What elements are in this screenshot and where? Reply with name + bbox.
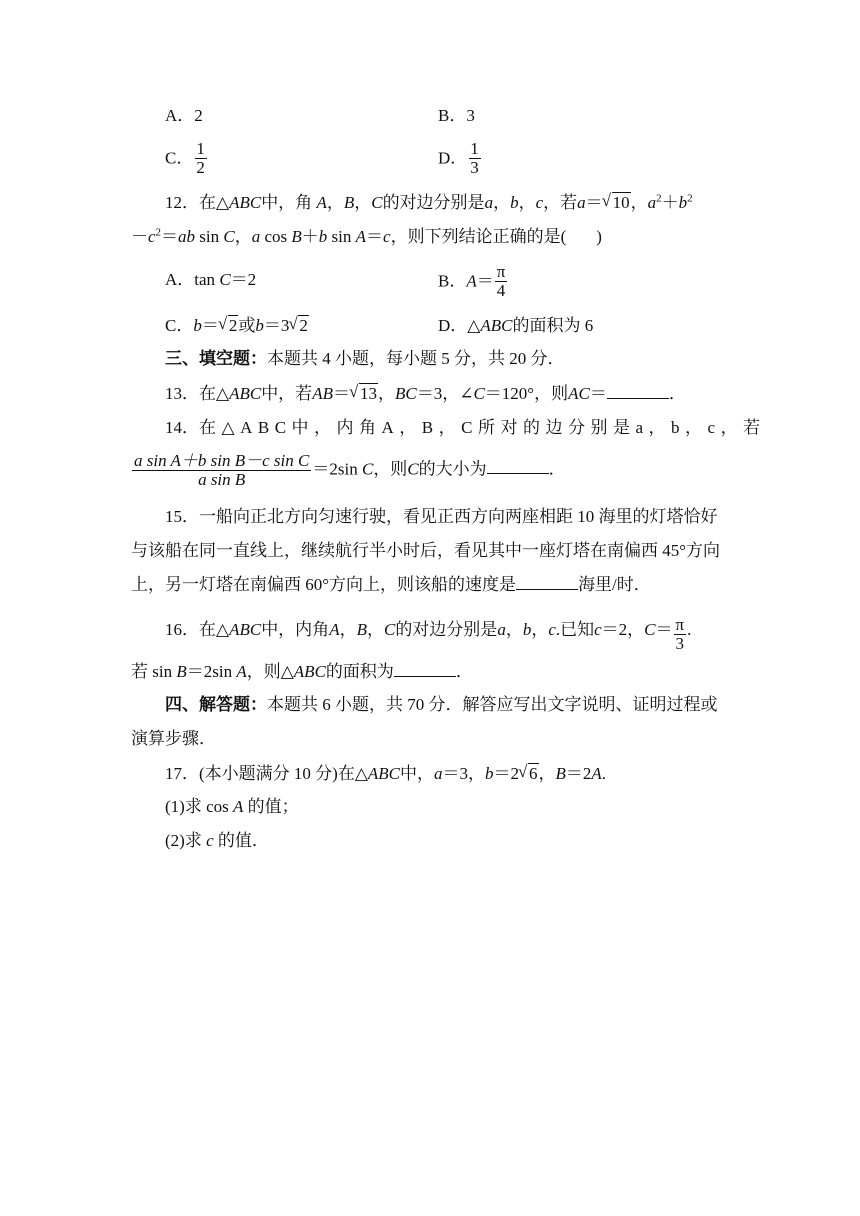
sqrt: √ 2 — [219, 316, 239, 336]
q17-part2: (2)求 c 的值． — [165, 831, 269, 850]
section-4-heading-cont: 演算步骤． — [131, 729, 216, 748]
fraction: $\frac{\pi}{3}$ — [675, 615, 685, 653]
q17-part1: (1)求 cos A 的值； — [165, 797, 299, 816]
section-4-heading: 四、解答题：本题共 6 小题，共 70 分．解答应写出文字说明、证明过程或 — [165, 695, 718, 714]
sqrt: √ 10 — [603, 193, 631, 213]
sqrt: √ 6 — [519, 764, 539, 784]
q13: 13．在△ABC中，若AB＝√ 13，BC＝3，∠C＝120°，则AC＝ ． — [165, 384, 686, 404]
q12-line1: 12．在△ABC中，角 A，B，C的对边分别是a，b，c，若a＝√ 10，$a^2+b^2$ — [165, 193, 693, 213]
fraction: $\frac{\pi}{4}$ — [496, 262, 506, 300]
q14-line1: 14．在△ABC中，内角A，B，C所对的边分别是a，b，c，若 — [165, 418, 766, 437]
q16-line1: 16．在△ABC中，内角A，B，C的对边分别是a，b，c.已知c＝2，C＝ $\frac{\pi}{3}$ . — [165, 615, 692, 653]
q11-option-b: B．3 — [438, 106, 475, 125]
sqrt: √ 13 — [350, 384, 378, 404]
answer-blank — [394, 662, 456, 677]
q15-line2: 与该船在同一直线上，继续航行半小时后，看见其中一座灯塔在南偏西 45°方向 — [131, 541, 721, 560]
answer-blank — [516, 575, 578, 590]
q14-line2: $\frac{\text{a sin A＋b sin B－c sin C}}{\text{a sin B}}$ ＝2sin C，则C的大小为 ． — [134, 451, 566, 489]
q11-option-a: A．2 — [165, 106, 203, 125]
q17: 17．(本小题满分 10 分)在△ABC中，a＝3，b＝2√ 6，B＝2A. — [165, 764, 606, 784]
fraction: $\frac{1}{3}$ — [470, 139, 479, 177]
q12-option-c: C．b＝√ 2或b＝3√ 2 — [165, 316, 309, 336]
q12-option-b: B．A＝ $\frac{\pi}{4}$ — [438, 262, 506, 300]
q15-line3: 上，另一灯塔在南偏西 60°方向上，则该船的速度是 海里/时． — [131, 575, 651, 594]
section-3-heading: 三、填空题：本题共 4 小题，每小题 5 分，共 20 分． — [165, 349, 565, 368]
q11-option-c: C． $\frac{1}{2}$ — [165, 139, 205, 177]
q12-line2: $-c^2=ab$ sin C，a cos B＋b sin A＝c，则下列结论正确的是( ) — [131, 226, 602, 246]
q11-option-d: D． $\frac{1}{3}$ — [438, 139, 479, 177]
answer-blank — [607, 384, 669, 399]
q12-option-d: D．△ABC的面积为 6 — [438, 316, 594, 335]
q12-option-a: A．tan C＝2 — [165, 270, 257, 289]
sqrt: √ 2 — [289, 316, 309, 336]
q15-line1: 15．一船向正北方向匀速行驶，看见正西方向两座相距 10 海里的灯塔恰好 — [165, 507, 718, 526]
answer-blank — [487, 459, 549, 474]
q16-line2: 若 sin B＝2sin A，则△ABC的面积为 ． — [131, 662, 473, 681]
fraction: $\frac{\text{a sin A＋b sin B－c sin C}}{\text{a sin B}}$ — [134, 451, 310, 489]
fraction: $\frac{1}{2}$ — [196, 139, 205, 177]
